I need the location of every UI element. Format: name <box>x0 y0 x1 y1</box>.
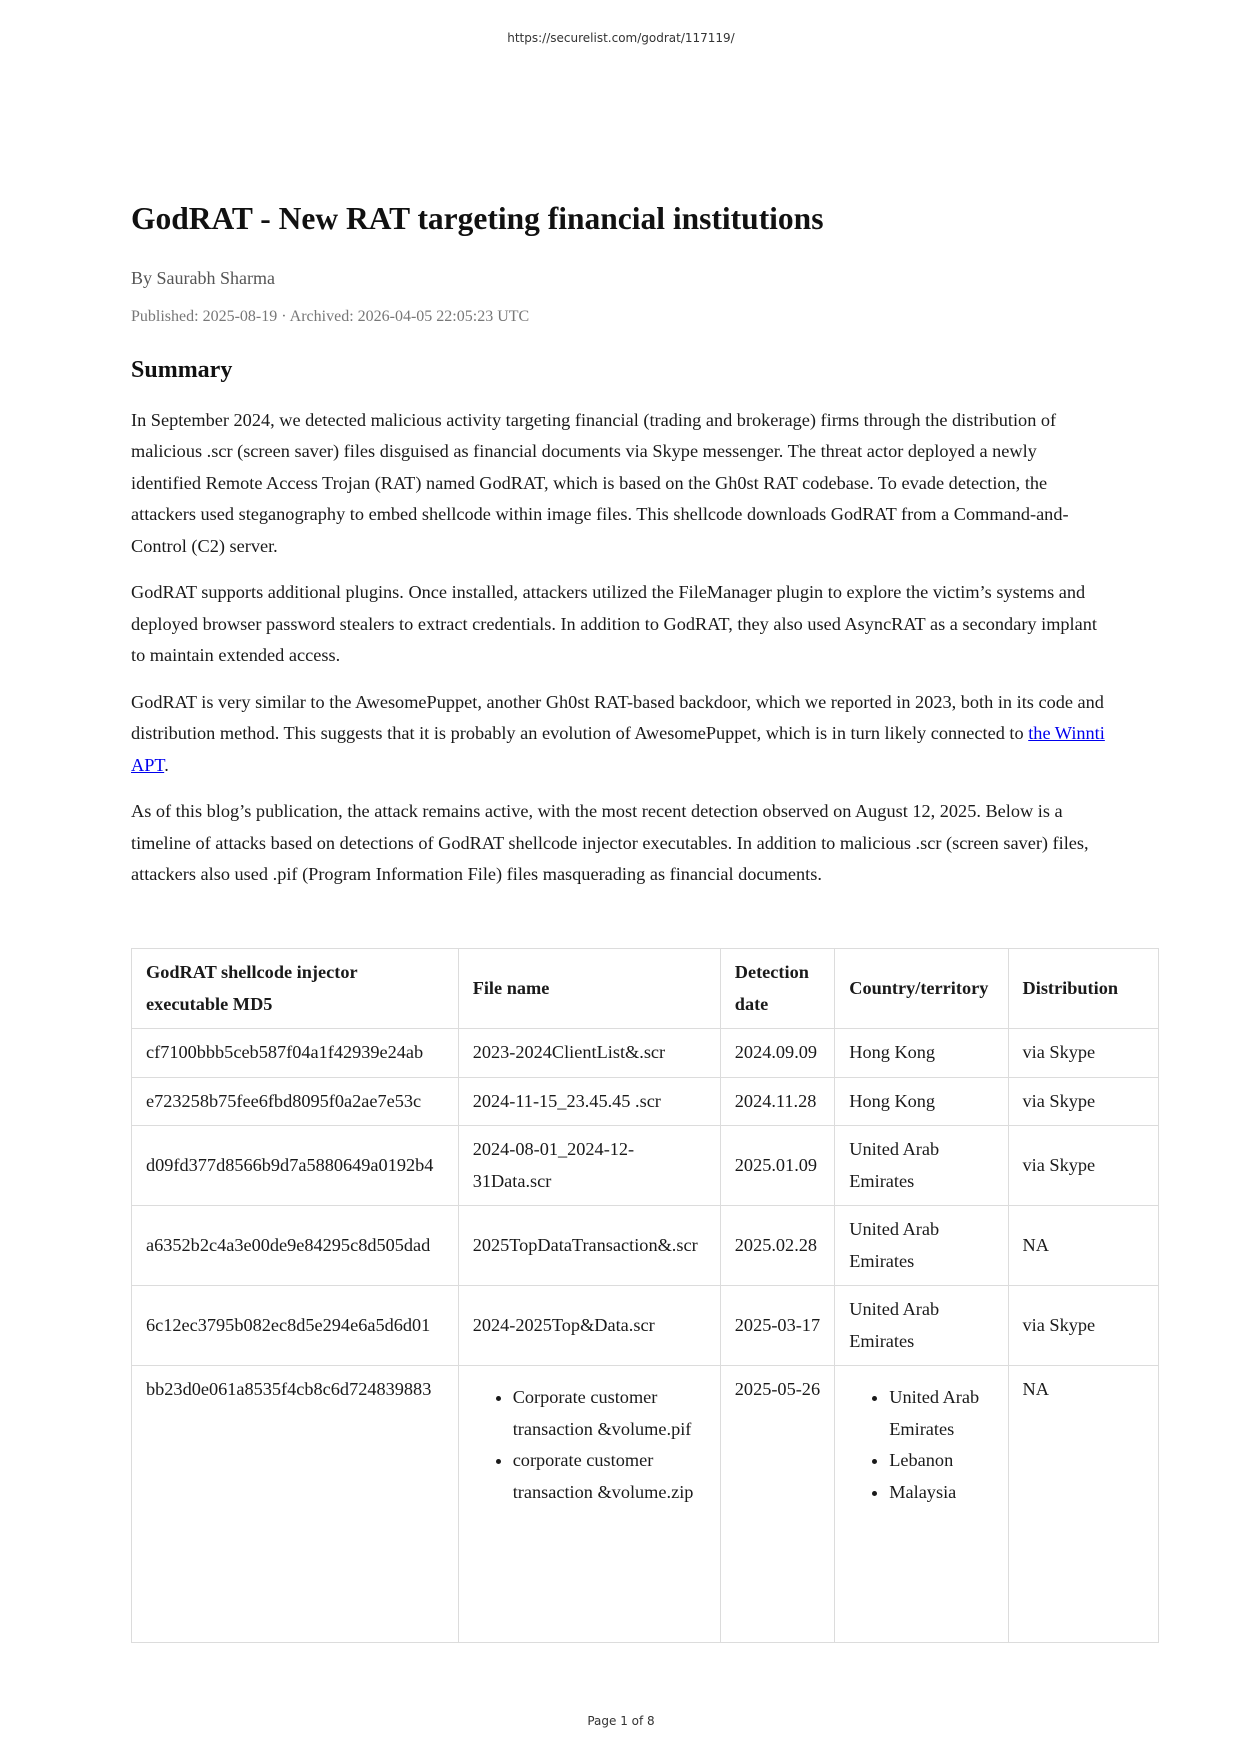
article <box>131 200 1111 891</box>
cell-file-name: 2025TopDataTransaction&.scr <box>458 1206 720 1286</box>
article-title: GodRAT - New RAT targeting financial institutions <box>131 201 824 236</box>
table-row <box>132 1366 1159 1643</box>
header-distribution: Distribution <box>1008 949 1158 1029</box>
header-md5: GodRAT shellcode injector executable MD5 <box>132 949 459 1029</box>
table-row <box>132 1029 1159 1078</box>
header-detection-date: Detection date <box>720 949 834 1029</box>
table-row <box>132 1077 1159 1126</box>
table-row <box>132 1206 1159 1286</box>
cell-file-name: 2024-08-01_2024-12-31Data.scr <box>458 1126 720 1206</box>
list-item: • United Arab Emirates <box>889 1382 993 1445</box>
summary-heading: Summary <box>131 356 233 383</box>
cell-country: United Arab Emirates <box>835 1286 1008 1366</box>
cell-file-names <box>458 1366 720 1643</box>
cell-date: 2025.02.28 <box>720 1206 834 1286</box>
list-item: • corporate customer transaction &volume.zip <box>513 1445 706 1508</box>
author-byline: By Saurabh Sharma <box>131 267 275 288</box>
cell-distribution: via Skype <box>1008 1029 1158 1078</box>
cell-distribution: via Skype <box>1008 1077 1158 1126</box>
summary-paragraph-3 <box>131 687 1111 782</box>
cell-date: 2025-03-17 <box>720 1286 834 1366</box>
table-viewport <box>131 948 1159 1644</box>
list-item: • Malaysia <box>889 1477 993 1509</box>
table-header-row <box>132 949 1159 1029</box>
cell-md5: 6c12ec3795b082ec8d5e294e6a5d6d01 <box>132 1286 459 1366</box>
cell-md5: d09fd377d8566b9d7a5880649a0192b4 <box>132 1126 459 1206</box>
page-number-footer: Page 1 of 8 <box>587 1714 655 1728</box>
list-item: • Lebanon <box>889 1445 993 1477</box>
cell-distribution: NA <box>1008 1366 1158 1643</box>
summary-paragraph-4: As of this blog’s publication, the attack remains active, with the most recent detection observed on August 12, 2025. Below is a timeline of attacks based on detections of GodRAT shellcode injector executables. In addition to malicious .scr (screen saver) files, attackers also used .pif (Program Information File) files masquerading as financial documents. <box>131 801 1089 885</box>
cell-distribution: via Skype <box>1008 1126 1158 1206</box>
cell-date: 2024.11.28 <box>720 1077 834 1126</box>
cell-file-name: 2024-11-15_23.45.45 .scr <box>458 1077 720 1126</box>
cell-md5: a6352b2c4a3e00de9e84295c8d505dad <box>132 1206 459 1286</box>
header-file-name: File name <box>458 949 720 1029</box>
cell-file-name: 2024-2025Top&Data.scr <box>458 1286 720 1366</box>
header-country: Country/territory <box>835 949 1008 1029</box>
cell-country: Hong Kong <box>835 1029 1008 1078</box>
country-list <box>849 1382 993 1508</box>
winnti-apt-link[interactable]: the Winnti APT <box>131 723 1105 775</box>
paragraph-3-text: GodRAT is very similar to the AwesomePuppet, another Gh0st RAT-based backdoor, which we reported in 2023, both in its code and distribution method. This suggests that it is probably an evolution of AwesomePuppet, which is in turn likely connected to <box>131 691 1104 744</box>
list-item: • Corporate customer transaction &volume.pif <box>513 1382 706 1445</box>
page-url-header: https://securelist.com/godrat/117119/ <box>507 31 735 45</box>
cell-date: 2024.09.09 <box>720 1029 834 1078</box>
cell-md5: bb23d0e061a8535f4cb8c6d724839883 <box>132 1366 459 1643</box>
cell-country: Hong Kong <box>835 1077 1008 1126</box>
cell-file-name: 2023-2024ClientList&.scr <box>458 1029 720 1078</box>
table-row <box>132 1286 1159 1366</box>
cell-countries <box>835 1366 1008 1643</box>
cell-country: United Arab Emirates <box>835 1206 1008 1286</box>
cell-date: 2025.01.09 <box>720 1126 834 1206</box>
cell-distribution: via Skype <box>1008 1286 1158 1366</box>
cell-md5: cf7100bbb5ceb587f04a1f42939e24ab <box>132 1029 459 1078</box>
cell-md5: e723258b75fee6fbd8095f0a2ae7e53c <box>132 1077 459 1126</box>
cell-distribution: NA <box>1008 1206 1158 1286</box>
cell-country: United Arab Emirates <box>835 1126 1008 1206</box>
cell-date: 2025-05-26 <box>720 1366 834 1643</box>
table-row <box>132 1126 1159 1206</box>
summary-paragraph-2: GodRAT supports additional plugins. Once installed, attackers utilized the FileManager plugin to explore the victim’s systems and deployed browser password stealers to extract credentials. In addition to GodRAT, they also used AsyncRAT as a secondary implant to maintain extended access. <box>131 582 1097 666</box>
detections-table <box>131 948 1159 1643</box>
publish-meta: Published: 2025-08-19 · Archived: 2026-04-05 22:05:23 UTC <box>131 307 530 325</box>
paragraph-3-end: . <box>164 754 169 775</box>
summary-paragraph-1: In September 2024, we detected malicious activity targeting financial (trading and brokerage) firms through the distribution of malicious .scr (screen saver) files disguised as financial documents via Skype messenger. The threat actor deployed a newly identified Remote Access Trojan (RAT) named GodRAT, which is based on the Gh0st RAT codebase. To evade detection, the attackers used steganography to embed shellcode within image files. This shellcode downloads GodRAT from a Command-and-Control (C2) server. <box>131 409 1069 556</box>
file-name-list <box>473 1382 706 1508</box>
